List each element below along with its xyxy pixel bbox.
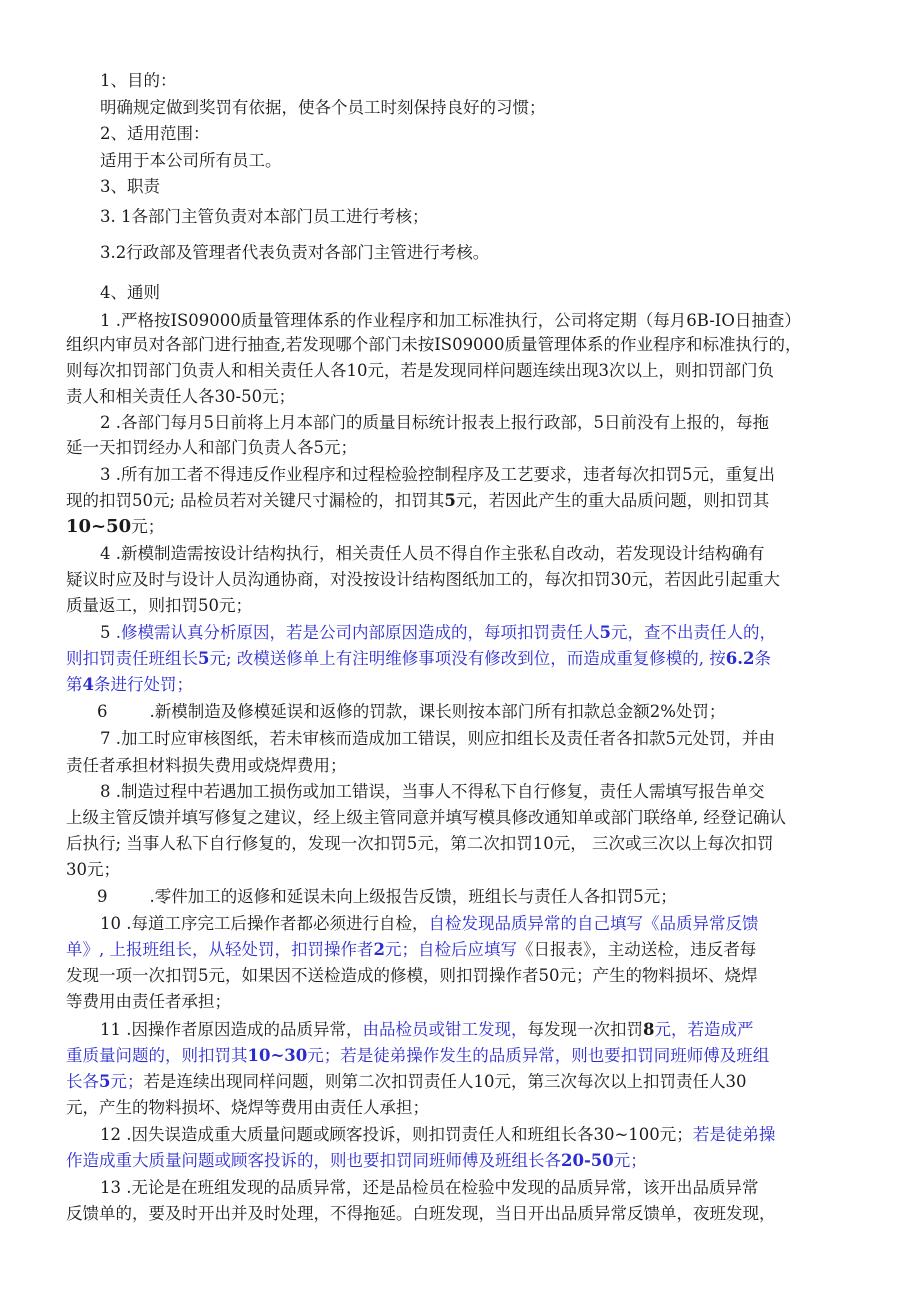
rule-11-line: 11 .因操作者原因造成的品质异常，由品检员或钳工发现，每发现一次扣罚8元，若造成严 bbox=[100, 1020, 754, 1039]
rule-1-line: 则每次扣罚部门负责人和相关责任人各10元，若是发现同样问题连续出现3次以上，则扣罚部门负 bbox=[66, 361, 774, 380]
rule-5-line: 5 .修模需认真分析原因，若是公司内部原因造成的，每项扣罚责任人5元，查不出责任人的， bbox=[100, 623, 776, 642]
rule-4-line: 疑议时应及时与设计人员沟通协商，对没按设计结构图纸加工的，每次扣罚30元，若因此引起重大 bbox=[66, 570, 780, 589]
section-rules-heading: 4、通则 bbox=[100, 283, 160, 302]
section-scope-text: 适用于本公司所有员工。 bbox=[100, 151, 282, 170]
rule-7-line: 7 .加工时应审核图纸，若未审核而造成加工错误，则应扣组长及责任者各扣款5元处罚，并由 bbox=[100, 729, 775, 748]
rule-4-line: 质量返工，则扣罚50元； bbox=[66, 596, 252, 615]
section-duties-heading: 3、职责 bbox=[100, 177, 160, 196]
rule-2-line: 延一天扣罚经办人和部门负责人各5元； bbox=[66, 438, 357, 457]
section-scope-heading: 2、适用范围： bbox=[100, 124, 210, 143]
rule-3-line: 现的扣罚50元; 品检员若对关键尺寸漏检的，扣罚其5元，若因此产生的重大品质问题，则扣罚其 bbox=[66, 491, 770, 510]
rule-11-line: 长各5元；若是连续出现同样问题，则第二次扣罚责任人10元，第三次每次以上扣罚责任人30 bbox=[66, 1072, 747, 1091]
rule-4-line: 4 .新模制造需按设计结构执行，相关责任人员不得自作主张私自改动，若发现设计结构确有 bbox=[100, 544, 765, 563]
rule-11-line: 元，产生的物料损坏、烧焊等费用由责任人承担； bbox=[66, 1098, 429, 1117]
rule-7-line: 责任者承担材料损失费用或烧焊费用； bbox=[66, 756, 347, 775]
rule-8-line: 后执行; 当事人私下自行修复的，发现一次扣罚5元，第二次扣罚10元， 三次或三次以上每次扣罚 bbox=[66, 834, 774, 853]
rule-10-line: 等费用由责任者承担； bbox=[66, 992, 231, 1011]
rule-10-line: 10 .每道工序完工后操作者都必须进行自检，自检发现品质异常的自己填写《品质异常反馈 bbox=[100, 914, 759, 933]
rule-2-line: 2 .各部门每月5日前将上月本部门的质量目标统计报表上报行政部，5日前没有上报的，每拖 bbox=[100, 413, 769, 432]
rule-5-line: 第4条进行处罚； bbox=[66, 675, 193, 694]
rule-3-line: 10~50元； bbox=[66, 516, 165, 537]
section-purpose-text: 明确规定做到奖罚有依据，使各个员工时刻保持良好的习惯； bbox=[100, 98, 546, 117]
duty-item: 3. 1各部门主管负责对本部门员工进行考核； bbox=[100, 207, 429, 226]
rule-8-line: 30元； bbox=[66, 860, 120, 879]
rule-9-line: 9 .零件加工的返修和延误未向上级报告反馈，班组长与责任人各扣罚5元； bbox=[97, 887, 677, 906]
duty-item: 3.2行政部及管理者代表负责对各部门主管进行考核。 bbox=[100, 243, 490, 262]
rule-8-line: 8 .制造过程中若遇加工损伤或加工错误，当事人不得私下自行修复，责任人需填写报告单交 bbox=[100, 782, 765, 801]
rule-8-line: 上级主管反馈并填写修复之建议，经上级主管同意并填写模具修改通知单或部门联络单, 经登记确认 bbox=[66, 808, 786, 827]
rule-10-line: 单》, 上报班组长，从轻处罚，扣罚操作者2元；自检后应填写《日报表》，主动送检，违反者每 bbox=[66, 940, 757, 959]
rule-13-line: 反馈单的，要及时开出并及时处理，不得拖延。白班发现，当日开出品质异常反馈单，夜班发现， bbox=[66, 1204, 776, 1223]
rule-3-line: 3 .所有加工者不得违反作业程序和过程检验控制程序及工艺要求，违者每次扣罚5元，重复出 bbox=[100, 465, 775, 484]
rule-13-line: 13 .无论是在班组发现的品质异常，还是品检员在检验中发现的品质异常，该开出品质异常 bbox=[100, 1178, 759, 1197]
rule-1-line: 组织内审员对各部门进行抽查,若发现哪个部门未按IS09000质量管理体系的作业程序和标准执行的， bbox=[66, 335, 802, 354]
rule-12-line: 作造成重大质量问题或顾客投诉的，则也要扣罚同班师傅及班组长各20-50元； bbox=[66, 1151, 647, 1170]
rule-1-line: 责人和相关责任人各30-50元； bbox=[66, 387, 296, 406]
rule-11-line: 重质量问题的，则扣罚其10~30元；若是徒弟操作发生的品质异常，则也要扣罚同班师傅及班组 bbox=[66, 1046, 770, 1065]
rule-12-line: 12 .因失误造成重大质量问题或顾客投诉，则扣罚责任人和班组长各30~100元；若是徒弟操 bbox=[100, 1125, 776, 1144]
section-purpose-heading: 1、目的： bbox=[100, 71, 177, 90]
rule-10-line: 发现一项一次扣罚5元，如果因不送检造成的修模，则扣罚操作者50元；产生的物料损坏、烧焊 bbox=[66, 966, 758, 985]
rule-6-line: 6 .新模制造及修模延误和返修的罚款，课长则按本部门所有扣款总金额2%处罚； bbox=[97, 702, 726, 721]
rule-1-line: 1 .严格按IS09000质量管理体系的作业程序和加工标准执行，公司将定期（每月6B-IO日抽查） bbox=[100, 311, 801, 330]
rule-5-line: 则扣罚责任班组长5元; 改模送修单上有注明维修事项没有修改到位，而造成重复修模的, 按6.2条 bbox=[66, 649, 771, 668]
